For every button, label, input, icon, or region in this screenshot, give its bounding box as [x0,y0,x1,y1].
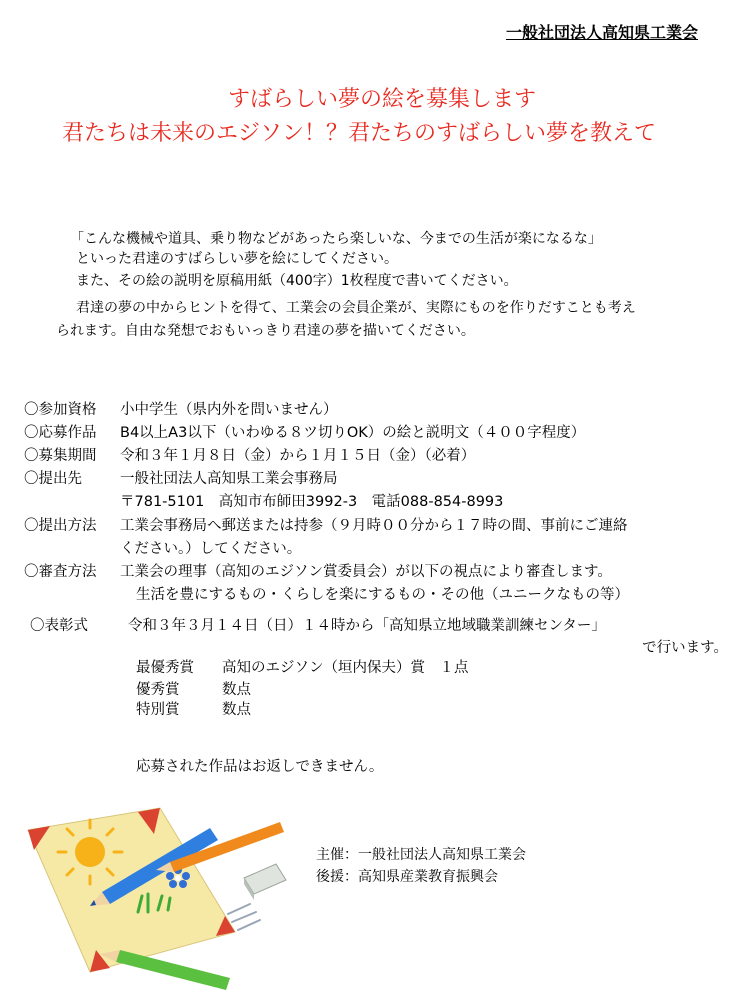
intro-line-5: られます。自由な発想でおもいっきり君達の夢を描いてください。 [56,323,475,339]
award-detail-3: 数点 [222,702,251,718]
eraser-icon [244,864,286,900]
main-title: すばらしい夢の絵を募集します [228,87,537,112]
intro-line-2: といった君達のすばらしい夢を絵にしてください。 [76,251,398,267]
host-line: 主催：一般社団法人高知県工業会 [316,847,526,863]
award-detail-2: 数点 [222,682,251,698]
award-detail-1: 高知のエジソン（垣内保夫）賞 １点 [222,660,469,676]
work-label: 〇応募作品 [24,425,97,441]
method-label: 〇提出方法 [24,518,97,534]
period-label: 〇募集期間 [24,448,97,464]
method-line-1: 工業会事務局へ郵送または持参（９月時００分から１７時の間、事前にご連絡 [120,518,628,534]
review-line-2: 生活を豊にするもの・くらしを楽にするもの・その他（ユニークなもの等） [136,587,629,603]
ceremony-line-1: 令和３年３月１４日（日）１４時から「高知県立地域職業訓練センター」 [128,618,606,634]
award-name-2: 優秀賞 [136,682,180,698]
method-line-2: ください。）してください。 [120,541,302,557]
sub-title: 君たちは未来のエジソン！？君たちのすばらしい夢を教えて [62,121,657,146]
submit-to-line-1: 一般社団法人高知県工業会事務局 [120,471,338,487]
review-label: 〇審査方法 [24,564,97,580]
eligibility-value: 小中学生（県内外を問いません） [120,402,338,418]
ceremony-label: 〇表彰式 [30,618,88,634]
award-name-3: 特別賞 [136,702,180,718]
review-line-1: 工業会の理事（高知のエジソン賞委員会）が以下の視点により審査します。 [120,564,612,580]
submit-to-label: 〇提出先 [24,471,82,487]
eligibility-label: 〇参加資格 [24,402,97,418]
intro-line-4: 君達の夢の中からヒントを得て、工業会の会員企業が、実際にものを作りだすことも考え [76,300,636,316]
green-crayon-icon [100,950,230,990]
award-name-1: 最優秀賞 [136,660,194,676]
ceremony-line-2: で行います。 [642,640,728,656]
intro-line-1: 「こんな機械や道具、乗り物などがあったら楽しいな、今までの生活が楽になるな」 [70,231,602,247]
intro-line-3: また、その絵の説明を原稿用紙（400字）1枚程度で書いてください。 [76,273,518,289]
submit-to-line-2: 〒781-5101 高知市布師田3992-3 電話088-854-8993 [120,494,504,510]
support-line: 後援：高知県産業教育振興会 [316,869,498,885]
organization-header: 一般社団法人高知県工業会 [505,23,698,42]
return-notice: 応募された作品はお返しできません。 [136,759,384,775]
drawing-with-crayons-illustration [20,800,300,995]
work-value: B4以上A3以下（いわゆる８ツ切りOK）の絵と説明文（４００字程度） [120,425,586,441]
period-value: 令和３年１月８日（金）から１月１５日（金）（必着） [120,448,476,464]
